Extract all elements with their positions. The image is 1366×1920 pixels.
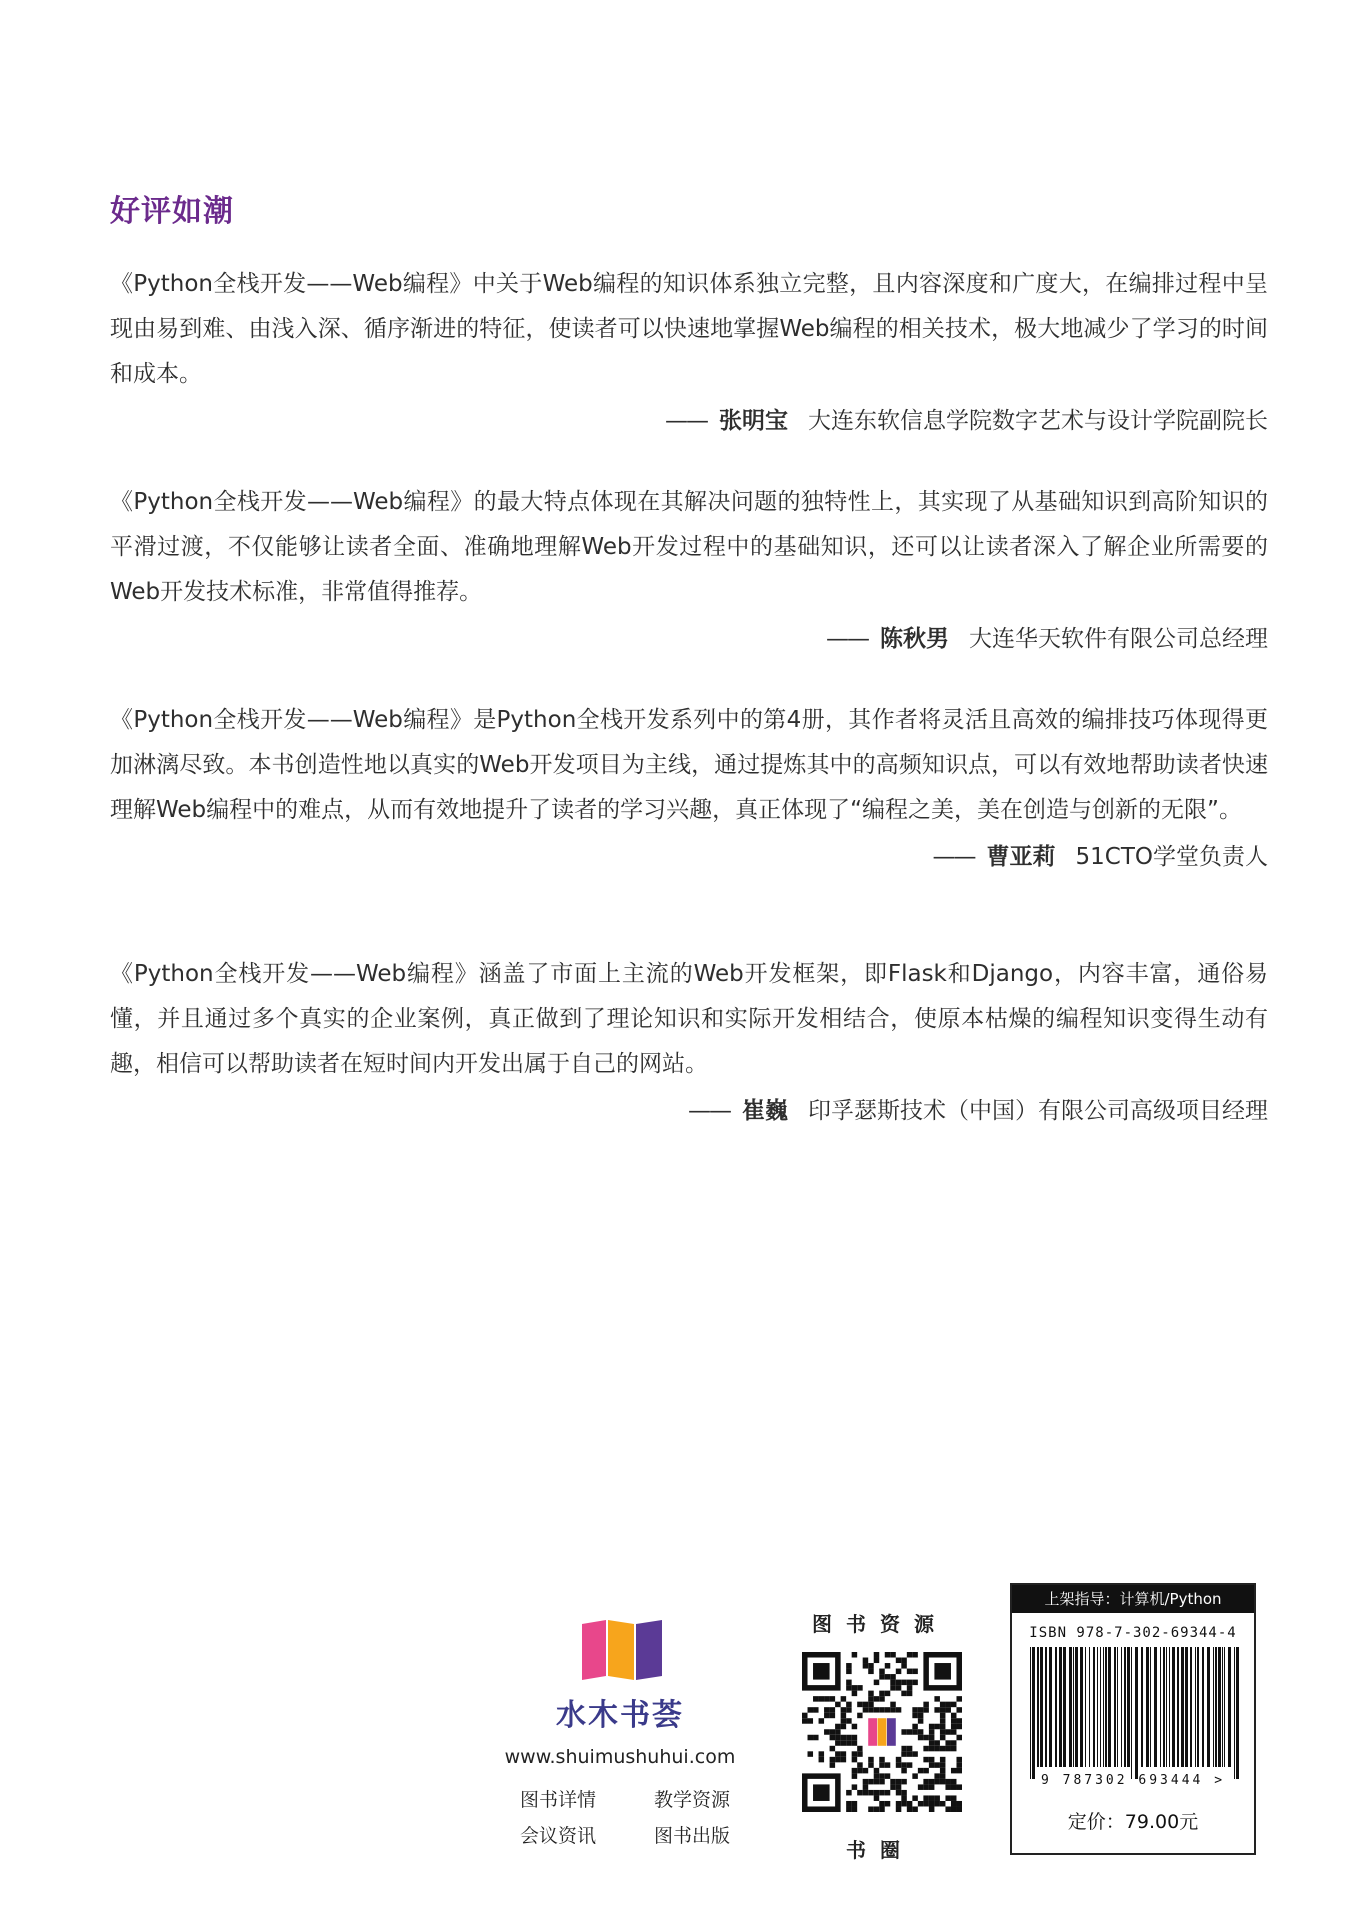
barcode-digits: 9 787302 693444 >: [1040, 1773, 1226, 1788]
review-attribution: [110, 617, 1268, 662]
isbn-number: ISBN 978-7-302-69344-4: [1029, 1625, 1237, 1641]
review-4: [110, 952, 1268, 1134]
reviewer-name: 曹亚莉: [986, 844, 1056, 870]
review-attribution: [110, 835, 1268, 880]
review-text: 《Python全栈开发——Web编程》涵盖了市面上主流的Web开发框架，即Flask和Django，内容丰富，通俗易懂，并且通过多个真实的企业案例，真正做到了理论知识和实际开发相结合，使原本枯燥的编程知识变得生动有趣，相信可以帮助读者在短时间内开发出属于自己的网站。: [110, 961, 1268, 1077]
attribution-dash: ——: [665, 408, 707, 434]
publisher-brand: 水木书荟: [556, 1698, 684, 1733]
section-heading: 好评如潮: [110, 194, 234, 229]
review-text: 《Python全栈开发——Web编程》是Python全栈开发系列中的第4册，其作者将灵活且高效的编排技巧体现得更加淋漓尽致。本书创造性地以真实的Web开发项目为主线，通过提炼其中的高频知识点，可以有效地帮助读者快速理解Web编程中的难点，从而有效地提升了读者的学习兴趣，真正体现了“编程之美，美在创造与创新的无限”。: [110, 707, 1268, 823]
qr-code-icon[interactable]: [802, 1652, 962, 1812]
review-text: 《Python全栈开发——Web编程》中关于Web编程的知识体系独立完整，且内容深度和广度大，在编排过程中呈现由易到难、由浅入深、循序渐进的特征，使读者可以快速地掌握Web编程的相关技术，极大地减少了学习的时间和成本。: [110, 271, 1268, 387]
reviewer-title: 大连华天软件有限公司总经理: [969, 626, 1268, 652]
review-1: [110, 262, 1268, 444]
book-price: 定价：79.00元: [1067, 1811, 1199, 1833]
reviewer-title: 大连东软信息学院数字艺术与设计学院副院长: [808, 408, 1268, 434]
review-2: [110, 480, 1268, 662]
review-3: [110, 698, 1268, 880]
barcode-icon: [1026, 1647, 1242, 1779]
review-text: 《Python全栈开发——Web编程》的最大特点体现在其解决问题的独特性上，其实现了从基础知识到高阶知识的平滑过渡，不仅能够让读者全面、准确地理解Web开发过程中的基础知识，还可以让读者深入了解企业所需要的Web开发技术标准，非常值得推荐。: [110, 489, 1268, 605]
attribution-dash: ——: [932, 844, 975, 870]
qr-caption: 书圈: [846, 1838, 914, 1862]
shelving-category: 上架指导：计算机/Python: [1012, 1585, 1254, 1613]
isbn-box: [1010, 1583, 1256, 1855]
review-attribution: [110, 399, 1268, 444]
attribution-dash: ——: [826, 626, 868, 652]
link-conference-news[interactable]: 会议资讯: [520, 1825, 597, 1847]
link-book-publishing[interactable]: 图书出版: [653, 1825, 730, 1847]
review-attribution: [110, 1089, 1268, 1134]
reviewer-name: 张明宝: [719, 408, 788, 434]
link-teaching-resources[interactable]: 教学资源: [653, 1789, 730, 1811]
attribution-dash: ——: [688, 1098, 730, 1124]
reviewer-name: 陈秋男: [880, 626, 949, 652]
link-book-details[interactable]: 图书详情: [520, 1789, 597, 1811]
publisher-logo-icon: [578, 1618, 666, 1680]
reviewer-title: 51CTO学堂负责人: [1075, 844, 1268, 870]
reviewer-name: 崔巍: [742, 1098, 788, 1124]
reviewer-title: 印孚瑟斯技术（中国）有限公司高级项目经理: [808, 1098, 1268, 1124]
publisher-links: [520, 1782, 730, 1854]
qr-title: 图书资源: [812, 1612, 948, 1636]
publisher-website[interactable]: www.shuimushuhui.com: [504, 1746, 736, 1768]
